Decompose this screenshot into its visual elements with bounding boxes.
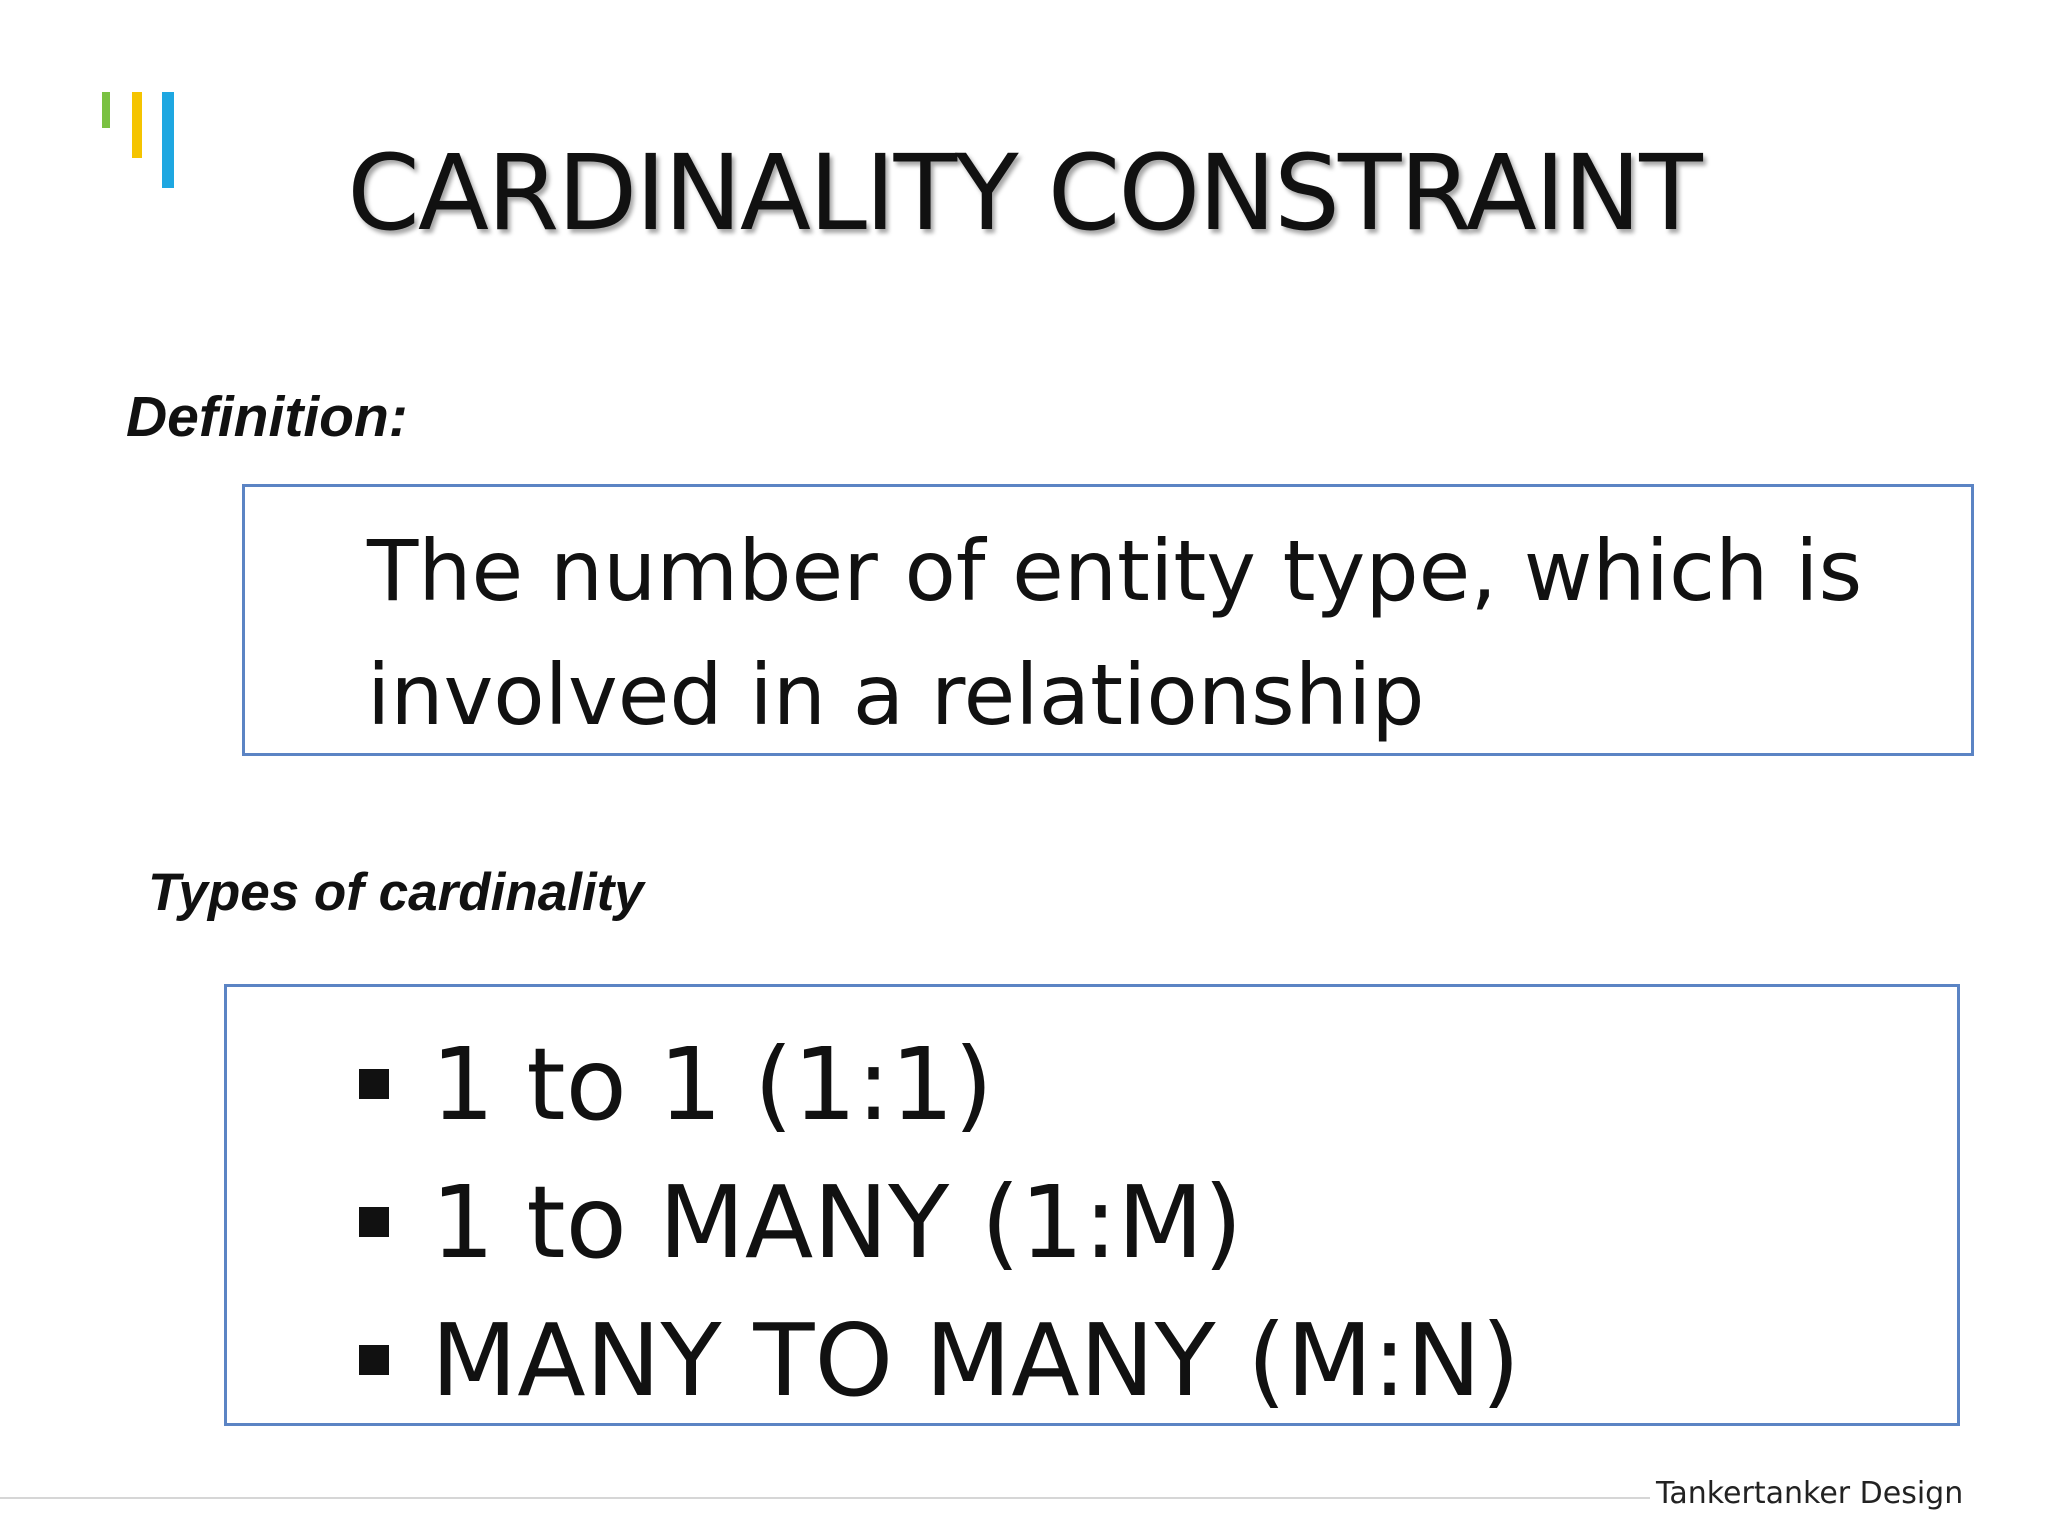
definition-label: Definition: — [126, 385, 408, 449]
slide-title: CARDINALITY CONSTRAINT — [347, 132, 1701, 254]
square-bullet-icon — [359, 1345, 389, 1375]
list-item — [359, 1153, 1520, 1291]
footer-credit: Tankertanker Design — [1656, 1476, 1964, 1511]
cardinality-type-many-to-many: MANY TO MANY (M:N) — [431, 1301, 1521, 1419]
definition-box — [242, 484, 1974, 756]
list-item — [359, 1015, 1520, 1153]
square-bullet-icon — [359, 1207, 389, 1237]
definition-text: The number of entity type, which is involved in a relationship — [367, 522, 1863, 744]
types-box — [224, 984, 1960, 1426]
footer-divider — [0, 1497, 1650, 1499]
square-bullet-icon — [359, 1069, 389, 1099]
cardinality-type-one-to-one: 1 to 1 (1:1) — [431, 1025, 993, 1143]
cardinality-types-list — [359, 1015, 1520, 1429]
list-item — [359, 1291, 1520, 1429]
logo-green-bar — [102, 92, 110, 128]
cardinality-type-one-to-many: 1 to MANY (1:M) — [431, 1163, 1243, 1281]
types-label: Types of cardinality — [148, 863, 644, 922]
